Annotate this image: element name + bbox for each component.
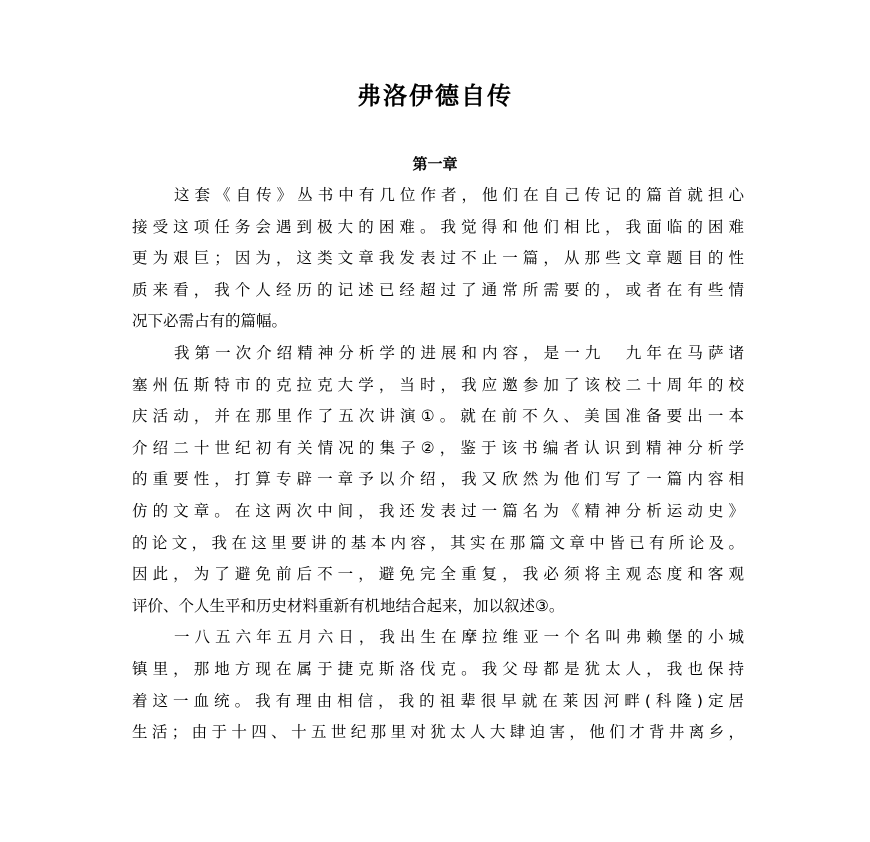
paragraph-line: 一八五六年五月六日，我出生在摩拉维亚一个名叫弗赖堡的小城 bbox=[174, 628, 744, 647]
paragraph-line: 评价、个人生平和历史材料重新有机地结合起来，加以叙述③。 bbox=[132, 596, 565, 615]
paragraph-line: 更为艰巨；因为，这类文章我发表过不止一篇，从那些文章题目的性 bbox=[132, 249, 744, 268]
paragraph-line: 镇里，那地方现在属于捷克斯洛伐克。我父母都是犹太人，我也保持 bbox=[132, 659, 744, 678]
paragraph-line: 庆活动，并在那里作了五次讲演①。就在前不久、美国准备要出一本 bbox=[132, 407, 744, 426]
paragraph-line: 塞州伍斯特市的克拉克大学，当时，我应邀参加了该校二十周年的校 bbox=[132, 375, 744, 394]
paragraph-line: 的论文，我在这里要讲的基本内容，其实在那篇文章中皆已有所论及。 bbox=[132, 533, 744, 552]
paragraph-line: 况下必需占有的篇幅。 bbox=[132, 312, 288, 331]
body-text bbox=[132, 180, 744, 749]
paragraph-line: 的重要性，打算专辟一章予以介绍，我又欣然为他们写了一篇内容相 bbox=[132, 470, 744, 489]
paragraph-line: 因此，为了避免前后不一，避免完全重复，我必须将主观态度和客观 bbox=[132, 565, 744, 584]
paragraph-line: 仿的文章。在这两次中间，我还发表过一篇名为《精神分析运动史》 bbox=[132, 501, 744, 520]
paragraph-line: 生活；由于十四、十五世纪那里对犹太人大肆迫害，他们才背井离乡， bbox=[132, 723, 744, 742]
paragraph-line: 介绍二十世纪初有关情况的集子②，鉴于该书编者认识到精神分析学 bbox=[132, 438, 744, 457]
paragraph-line: 接受这项任务会遇到极大的困难。我觉得和他们相比，我面临的困难 bbox=[132, 217, 744, 236]
document-title: 弗洛伊德自传 bbox=[357, 82, 513, 110]
chapter-heading: 第一章 bbox=[412, 155, 458, 173]
paragraph-line: 质来看，我个人经历的记述已经超过了通常所需要的，或者在有些情 bbox=[132, 280, 744, 299]
paragraph-line: 这套《自传》丛书中有几位作者，他们在自己传记的篇首就担心 bbox=[174, 186, 744, 204]
paragraph-line: 着这一血统。我有理由相信，我的祖辈很早就在莱因河畔(科隆)定居 bbox=[132, 691, 744, 710]
paragraph-line: 我第一次介绍精神分析学的进展和内容，是一九 九年在马萨诸 bbox=[174, 343, 744, 362]
